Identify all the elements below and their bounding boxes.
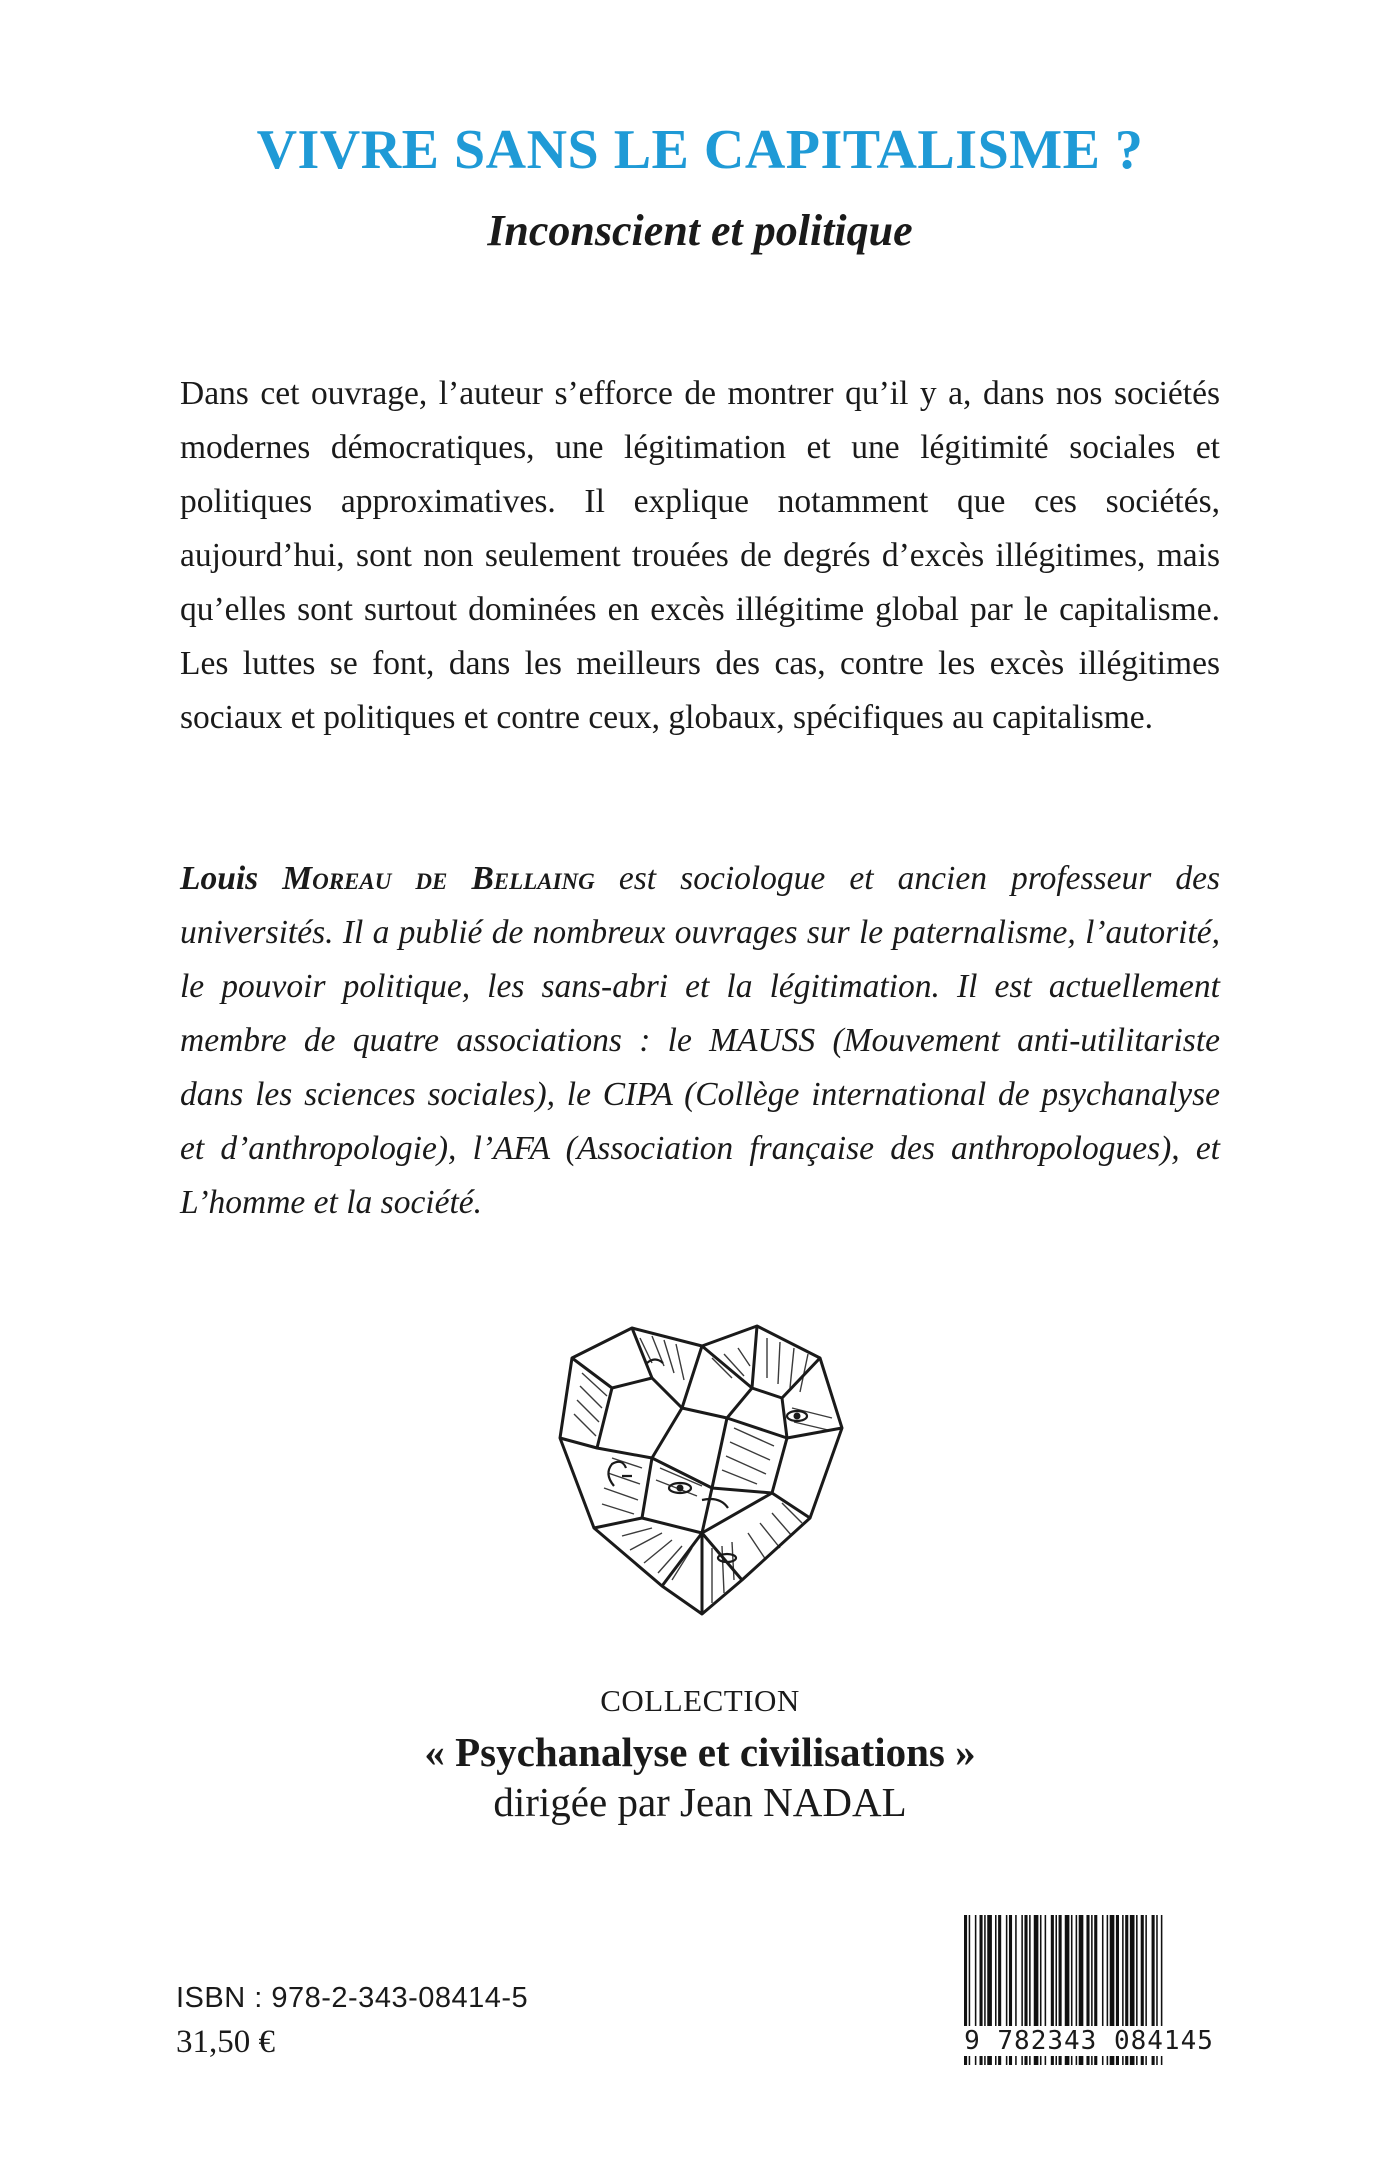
price: 31,50 € xyxy=(176,2024,275,2060)
book-subtitle: Inconscient et politique xyxy=(487,206,913,255)
author-bio-text: est sociologue et ancien professeur des universités. Il a publié de nombreux ouvrages sur le paternalisme, l’autorité, le pouvoir politique, les sans-abri et la légitimation. Il est actuellement membre de quatre associations : le MAUSS (Mouvement anti-utilitariste dans les sciences sociales), le CIPA (Collège international de psychanalyse et d’anthropologie), l’AFA (Association française des anthropologues), et L’homme et la société. xyxy=(180,860,1220,1221)
collection-label: COLLECTION xyxy=(600,1683,800,1718)
author-bio xyxy=(180,852,1220,1230)
author-first-name: Louis xyxy=(180,860,259,897)
publisher-logo-drawing-icon xyxy=(552,1318,852,1618)
isbn: ISBN : 978-2-343-08414-5 xyxy=(176,1982,529,2014)
author-name xyxy=(180,860,595,897)
author-last-name: Moreau de Bellaing xyxy=(282,860,595,897)
barcode-digits: 9 782343 084145 xyxy=(958,2026,1220,2056)
collection-editor: dirigée par Jean NADAL xyxy=(493,1779,907,1825)
book-title: VIVRE SANS LE CAPITALISME ? xyxy=(256,119,1144,181)
book-summary: Dans cet ouvrage, l’auteur s’efforce de montrer qu’il y a, dans nos sociétés modernes démocratiques, une légitimation et une légitimité sociales et politiques approximatives. Il explique notamment que ces sociétés, aujourd’hui, sont non seulement trouées de degrés d’excès illégitimes, mais qu’elles sont surtout dominées en excès illégitime global par le capitalisme. Les luttes se font, dans les meilleurs des cas, contre les excès illégitimes sociaux et politiques et contre ceux, globaux, spécifiques au capitalisme. xyxy=(180,375,1220,736)
collection-name: « Psychanalyse et civilisations » xyxy=(424,1729,976,1775)
